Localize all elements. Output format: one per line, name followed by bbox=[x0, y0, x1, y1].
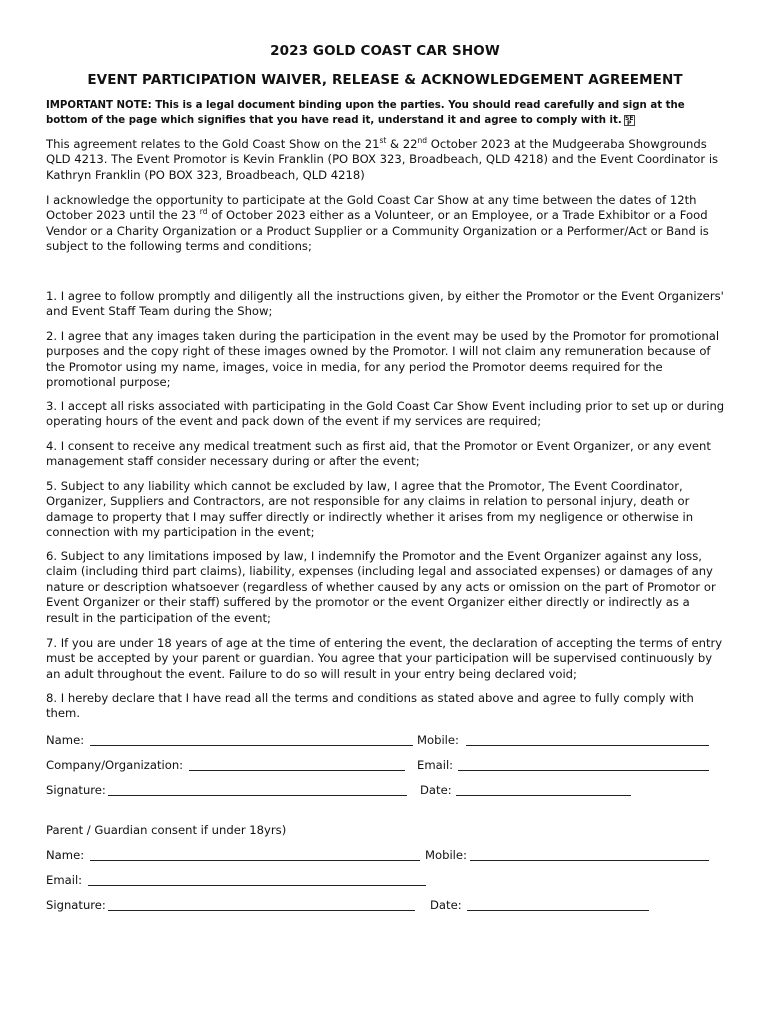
signature-field[interactable] bbox=[108, 795, 407, 796]
mobile-field[interactable] bbox=[466, 745, 709, 746]
mobile-label: Mobile: bbox=[417, 733, 459, 747]
guardian-mobile-field[interactable] bbox=[470, 860, 709, 861]
unknown-glyph-icon: SE P bbox=[625, 114, 634, 127]
clause-8: 8. I hereby declare that I have read all the terms and conditions as stated above and agree to fully comply with them. bbox=[46, 691, 694, 721]
guardian-date-label: Date: bbox=[430, 898, 462, 912]
name-field[interactable] bbox=[90, 745, 413, 746]
important-note bbox=[46, 98, 726, 128]
date-field[interactable] bbox=[456, 795, 631, 796]
important-note-text: IMPORTANT NOTE: This is a legal document binding upon the parties. You should read carefully and sign at the bottom of the page which signifies that you have read it, understand it and agree to comply with it. bbox=[46, 100, 685, 126]
intro-text-1: This agreement relates to the Gold Coast Show on the 21 bbox=[46, 137, 380, 151]
company-label: Company/Organization: bbox=[46, 758, 184, 772]
clause-3: 3. I accept all risks associated with participating in the Gold Coast Car Show Event including prior to set up or during operating hours of the event and pack down of the event if my services are required; bbox=[46, 399, 725, 429]
intro-text-2: & 22 bbox=[386, 137, 418, 151]
intro-paragraph bbox=[46, 137, 726, 183]
clause-1: 1. I agree to follow promptly and diligently all the instructions given, by either the Promotor or the Event Organizers' and Event Staff Team during the Show; bbox=[46, 289, 724, 319]
guardian-mobile-label: Mobile: bbox=[425, 848, 467, 862]
guardian-email-field[interactable] bbox=[88, 885, 426, 886]
signature-label: Signature: bbox=[46, 783, 106, 797]
guardian-heading: Parent / Guardian consent if under 18yrs) bbox=[46, 823, 287, 837]
intro-sup-1: st bbox=[379, 136, 387, 146]
clause-6: 6. Subject to any limitations imposed by law, I indemnify the Promotor and the Event Organizer against any loss, claim (including third part claims), liability, expenses (including legal and associated expenses) or damages of any nature or description whatsoever (regardless of whether caused by any acts or omission on the part of Promotor or Event Organizer or their staff) suffered by the promotor or the event Organizer either directly or indirectly as a result in the participation of the event; bbox=[46, 549, 716, 625]
name-label: Name: bbox=[46, 733, 85, 747]
company-field[interactable] bbox=[189, 770, 405, 771]
email-field[interactable] bbox=[458, 770, 709, 771]
guardian-name-field[interactable] bbox=[90, 860, 420, 861]
date-label: Date: bbox=[420, 783, 452, 797]
intro-sup-2: nd bbox=[417, 136, 428, 146]
acknowledge-text-2: of October 2023 either as a Volunteer, or an Employee, or a Trade Exhibitor or a Food Vendor or a Charity Organization or a Product Supplier or a Community Organization or a Performer/Act or Band is subject to the following terms and conditions; bbox=[46, 208, 709, 254]
clause-2: 2. I agree that any images taken during the participation in the event may be used by the Promotor for promotional purposes and the copy right of these images owned by the Promotor. I will not claim any remuneration because of the Promotor using my name, images, voice in media, for any period the Promotor deems required for the promotional purpose; bbox=[46, 329, 720, 390]
document-subtitle: EVENT PARTICIPATION WAIVER, RELEASE & ACKNOWLEDGEMENT AGREEMENT bbox=[87, 72, 683, 88]
acknowledge-paragraph bbox=[46, 193, 726, 255]
guardian-signature-label: Signature: bbox=[46, 898, 106, 912]
guardian-date-field[interactable] bbox=[467, 910, 649, 911]
document-title: 2023 GOLD COAST CAR SHOW bbox=[270, 43, 500, 59]
intro-text-3: October 2023 at the Mudgeeraba Showgrounds QLD 4213. The Event Promotor is Kevin Franklin (PO BOX 323, Broadbeach, QLD 4218) and the Event Coordinator is Kathryn Franklin (PO BOX 323, Broadbeach, QLD 4218) bbox=[46, 137, 719, 182]
acknowledge-text-1: I acknowledge the opportunity to participate at the Gold Coast Car Show at any time between the dates of 12th October 2023 until the 23 bbox=[46, 193, 697, 223]
clause-4: 4. I consent to receive any medical treatment such as first aid, that the Promotor or Event Organizer, or any event management staff consider necessary during or after the event; bbox=[46, 439, 711, 469]
guardian-signature-field[interactable] bbox=[108, 910, 415, 911]
clause-5: 5. Subject to any liability which cannot be excluded by law, I agree that the Promotor, The Event Coordinator, Organizer, Suppliers and Contractors, are not responsible for any claims in relation to personal injury, death or damage to property that I may suffer directly or indirectly whether it arises from my negligence or otherwise in connection with my participation in the event; bbox=[46, 479, 694, 540]
guardian-email-label: Email: bbox=[46, 873, 83, 887]
guardian-name-label: Name: bbox=[46, 848, 85, 862]
email-label: Email: bbox=[417, 758, 454, 772]
clause-7: 7. If you are under 18 years of age at the time of entering the event, the declaration of accepting the terms of entry must be accepted by your parent or guardian. You agree that your participation will be supervised continuously by an adult throughout the event. Failure to do so will result in your entry being declared void; bbox=[46, 636, 723, 681]
acknowledge-sup: rd bbox=[199, 207, 208, 217]
